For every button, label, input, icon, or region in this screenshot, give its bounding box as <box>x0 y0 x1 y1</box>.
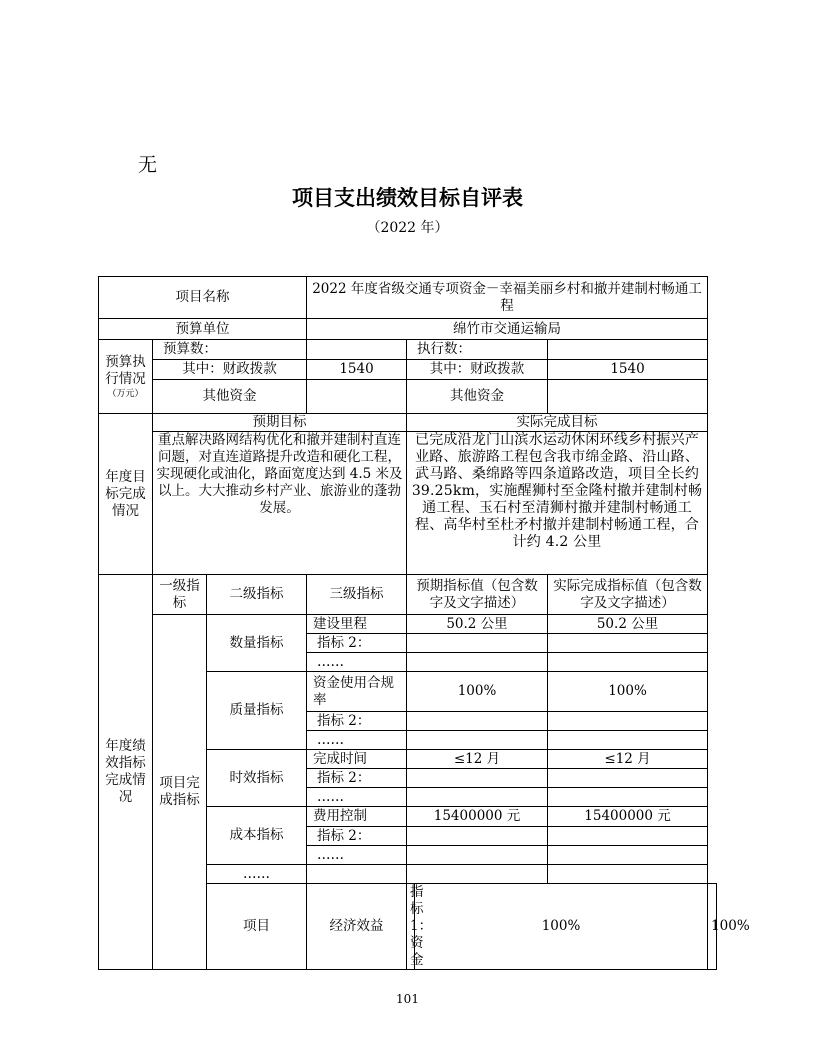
table-row <box>99 340 717 360</box>
budget-unit-value: 绵竹市交通运输局 <box>307 319 708 340</box>
benefit-level2-label: 经济效益 <box>307 884 407 970</box>
indicator-expected: 100% <box>407 672 548 712</box>
indicator-name: 完成时间 <box>307 750 407 769</box>
indicator-actual: 15400000 元 <box>548 807 708 827</box>
indicator-name: 指标 2： <box>307 712 407 731</box>
indicator-expected <box>407 634 548 653</box>
timeliness-indicator-label: 时效指标 <box>207 750 307 807</box>
indicator-actual: 100% <box>708 884 717 970</box>
level1-header: 一级指标 <box>153 575 207 615</box>
table-row <box>99 575 717 615</box>
fiscal-exec-value: 1540 <box>548 360 708 380</box>
level1-output-label: 项目完成指标 <box>153 615 207 970</box>
indicator-expected: 50.2 公里 <box>407 615 548 634</box>
indicator-expected <box>407 731 548 750</box>
year-subtitle: （2022 年） <box>366 220 449 236</box>
other-budget-value <box>307 380 407 414</box>
indicator-expected <box>407 846 548 865</box>
benefit-level1-label: 项目 <box>207 884 307 970</box>
page-title: 项目支出绩效目标自评表 <box>292 186 523 210</box>
table-row <box>99 360 717 380</box>
indicator-expected: 15400000 元 <box>407 807 548 827</box>
page-number: 101 <box>396 992 419 1006</box>
indicator-actual <box>548 865 708 884</box>
indicator-name: …… <box>307 788 407 807</box>
project-name-value: 2022 年度省级交通专项资金－幸福美丽乡村和撤并建制村畅通工程 <box>307 277 708 319</box>
table-row <box>99 380 717 414</box>
expected-value-header: 预期指标值（包含数字及文字描述） <box>407 575 548 615</box>
expected-target-text: 重点解决路网结构优化和撤并建制村直连问题，对直连道路提升改造和硬化工程，实现硬化或油化，路面宽度达到 4.5 米及以上。大大推动乡村产业、旅游业的蓬勃发展。 <box>153 432 407 575</box>
level3-header: 三级指标 <box>307 575 407 615</box>
cost-indicator-label: 成本指标 <box>207 807 307 865</box>
indicator-name: 指标 2： <box>307 827 407 846</box>
indicator-actual <box>548 827 708 846</box>
indicator-expected <box>407 865 548 884</box>
annual-target-side-label: 年度目标完成情况 <box>99 414 153 575</box>
indicator-expected <box>407 712 548 731</box>
indicator-actual: ≤12 月 <box>548 750 708 769</box>
indicator-name: 指标 2： <box>307 769 407 788</box>
indicator-expected <box>407 653 548 672</box>
indicator-actual <box>548 731 708 750</box>
pre-text: 无 <box>138 154 158 176</box>
indicator-actual <box>548 846 708 865</box>
project-name-label: 项目名称 <box>99 277 307 319</box>
budget-amount-label: 预算数： <box>153 340 307 360</box>
indicator-name: 资金使用合规率 <box>307 672 407 712</box>
indicator-expected: ≤12 月 <box>407 750 548 769</box>
other-budget-label: 其他资金 <box>153 380 307 414</box>
indicators-side-label: 年度绩效指标完成情况 <box>99 575 153 970</box>
indicator-name <box>307 865 407 884</box>
table-row <box>99 414 717 432</box>
budget-unit-label: 预算单位 <box>99 319 307 340</box>
indicator-actual <box>548 634 708 653</box>
actual-target-header: 实际完成目标 <box>407 414 708 432</box>
other-exec-value <box>548 380 708 414</box>
indicator-name: 指标 2： <box>307 634 407 653</box>
other-exec-label: 其他资金 <box>407 380 548 414</box>
quantity-indicator-label: 数量指标 <box>207 615 307 672</box>
indicator-name: 建设里程 <box>307 615 407 634</box>
indicator-name: …… <box>307 653 407 672</box>
fiscal-budget-value: 1540 <box>307 360 407 380</box>
quality-indicator-label: 质量指标 <box>207 672 307 750</box>
budget-exec-side-label <box>99 340 153 414</box>
indicator-actual: 100% <box>548 672 708 712</box>
expected-target-header: 预期目标 <box>153 414 407 432</box>
indicator-expected <box>407 827 548 846</box>
indicator-actual <box>548 788 708 807</box>
table-row <box>99 432 717 575</box>
table-row <box>99 277 717 319</box>
performance-table <box>98 276 750 970</box>
indicator-expected: 100% <box>415 884 708 970</box>
exec-amount-value <box>548 340 708 360</box>
budget-exec-label: 预算执行情况 <box>105 353 146 387</box>
indicator-name: 指标 1：资金 <box>407 884 415 970</box>
indicator-name: …… <box>307 846 407 865</box>
table-row <box>99 319 717 340</box>
indicator-actual <box>548 769 708 788</box>
indicator-actual <box>548 653 708 672</box>
actual-target-text: 已完成沿龙门山滨水运动休闲环线乡村振兴产业路、旅游路工程包含我市绵金路、沿山路、武马路、桑绵路等四条道路改造，项目全长约 39.25km，实施醒狮村至金隆村撤并建制村畅通工程、玉石村至清狮村撤并建制村畅通工程、高华村至杜矛村撤并建制村畅通工程，合计约 4.2 公里 <box>407 432 708 575</box>
indicator-name: …… <box>307 731 407 750</box>
table-row <box>99 615 717 634</box>
indicator-name: 费用控制 <box>307 807 407 827</box>
exec-amount-label: 执行数： <box>407 340 548 360</box>
extra-indicator-label: …… <box>207 865 307 884</box>
fiscal-budget-label: 其中：财政拨款 <box>153 360 307 380</box>
indicator-actual <box>548 712 708 731</box>
indicator-expected <box>407 769 548 788</box>
budget-amount-value <box>307 340 407 360</box>
level2-header: 二级指标 <box>207 575 307 615</box>
indicator-actual: 50.2 公里 <box>548 615 708 634</box>
budget-exec-unit: （万元） <box>107 388 144 399</box>
indicator-expected <box>407 788 548 807</box>
actual-value-header: 实际完成指标值（包含数字及文字描述） <box>548 575 708 615</box>
fiscal-exec-label: 其中：财政拨款 <box>407 360 548 380</box>
